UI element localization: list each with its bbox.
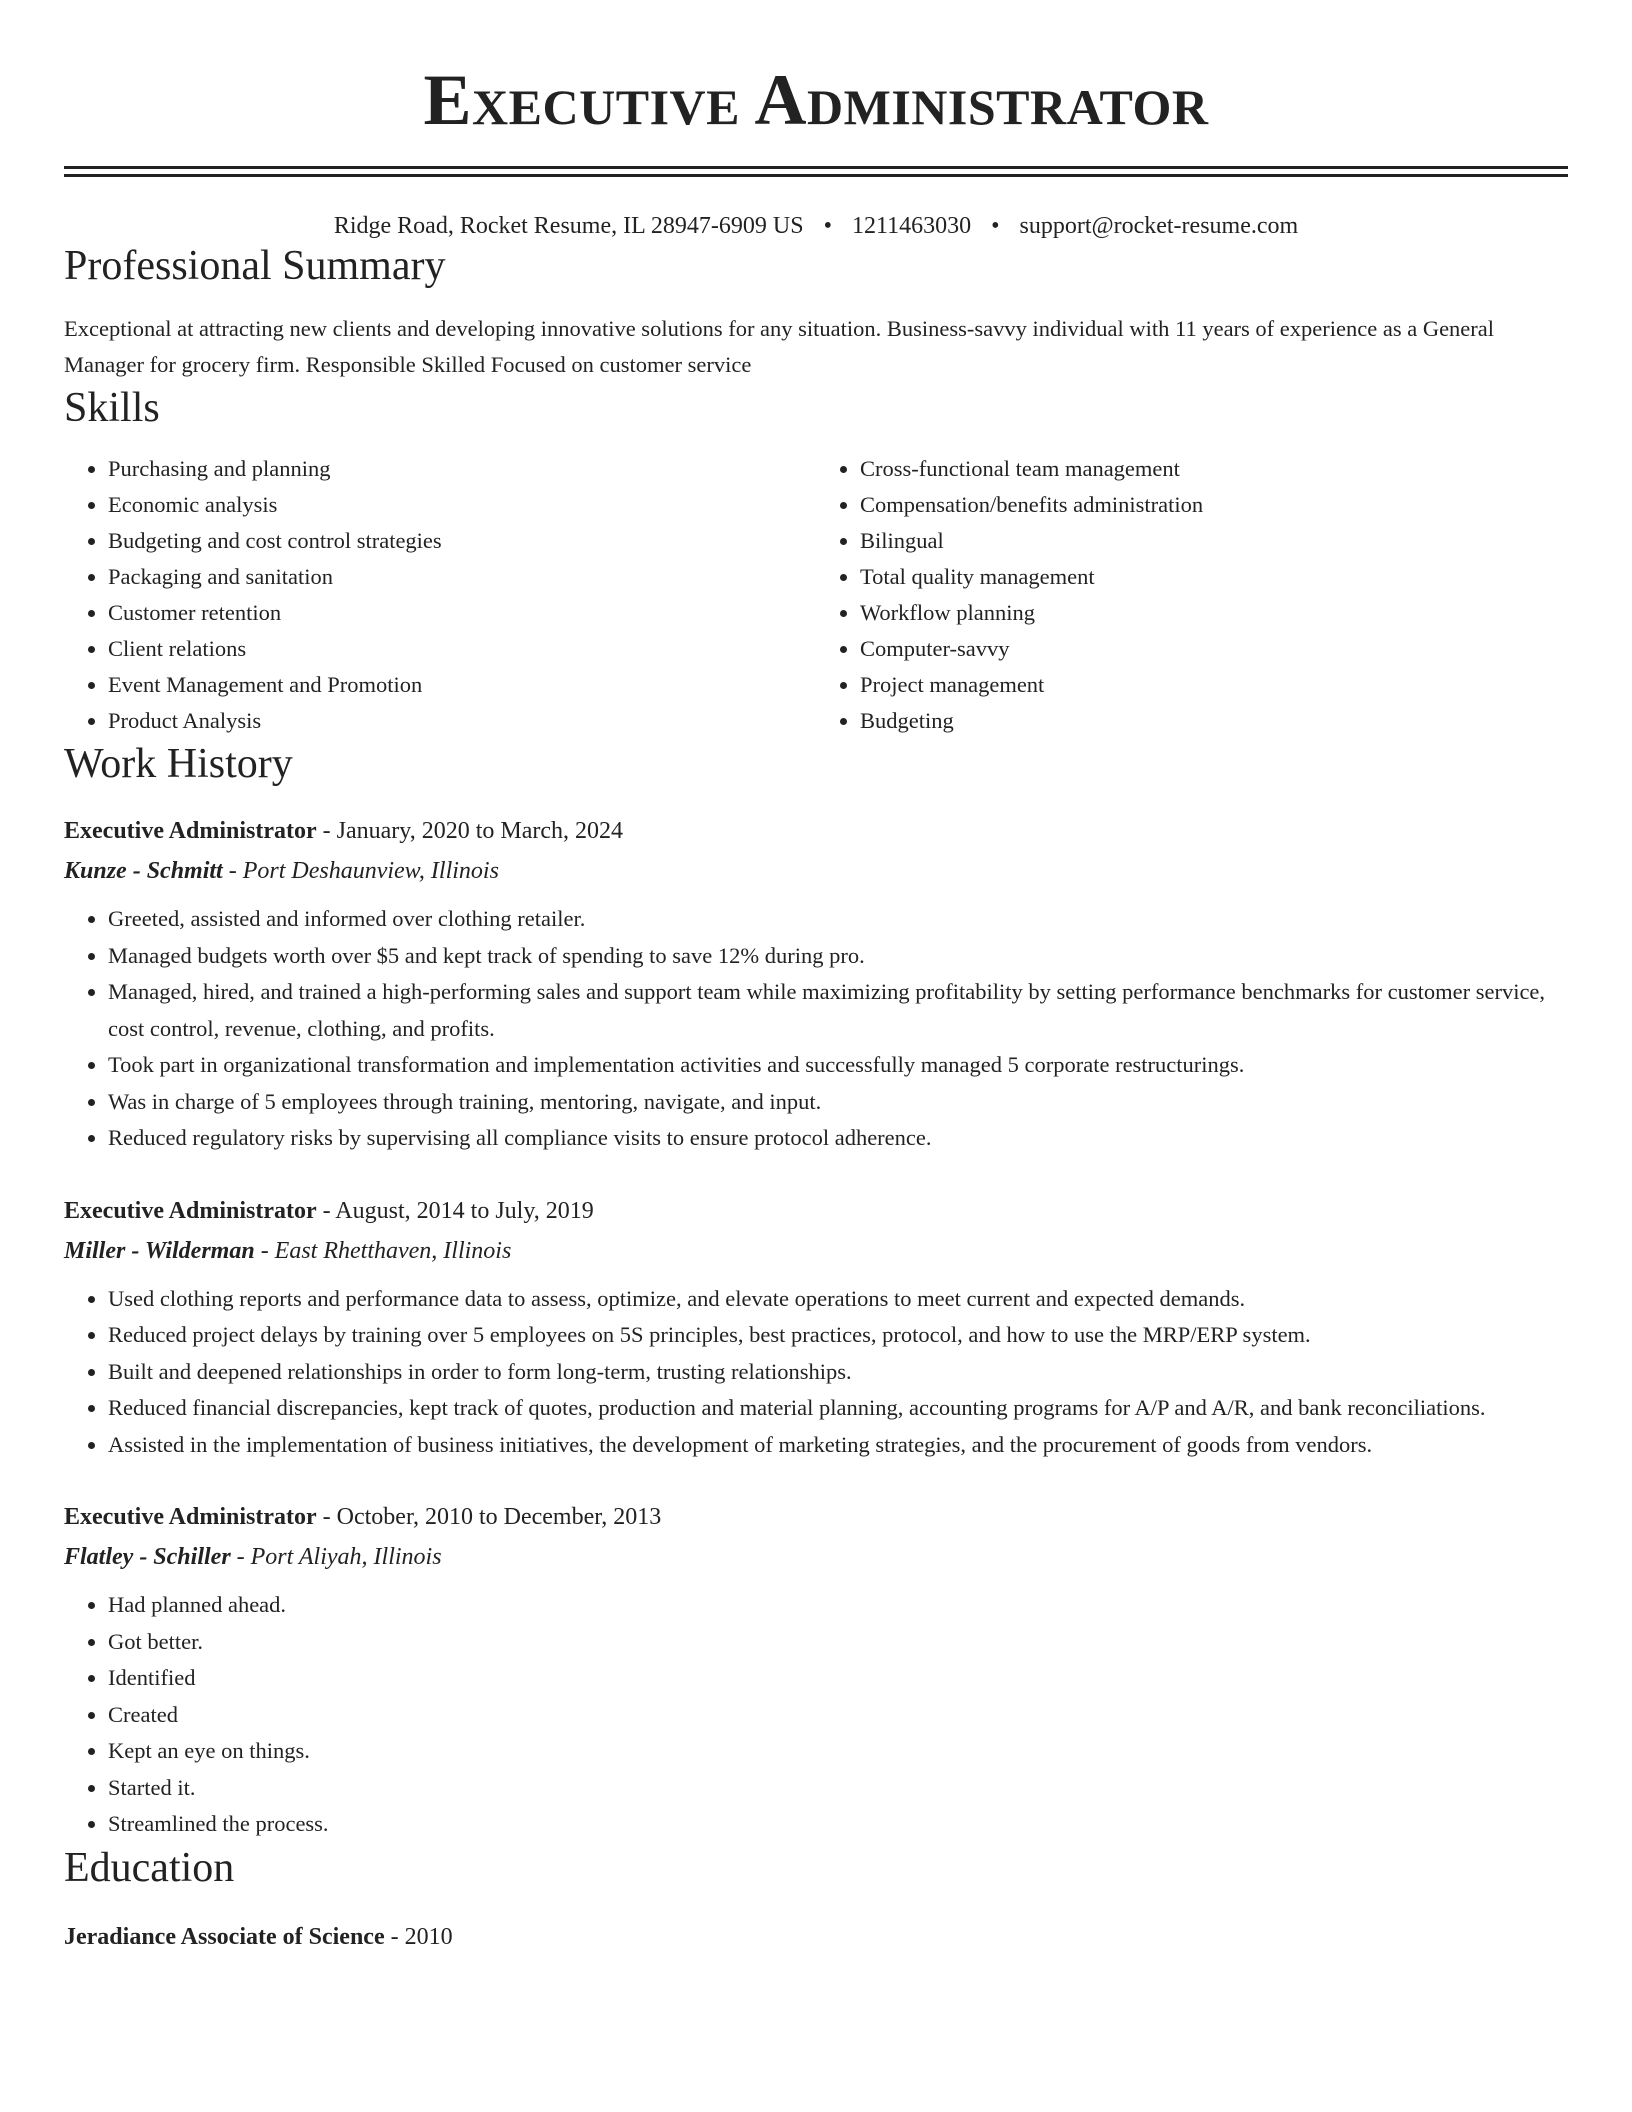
resume-name: Executive Administrator xyxy=(423,60,1209,140)
job-bullet: • Reduced financial discrepancies, kept track of quotes, production and material planning, accounting programs for A/P and A/R, and bank reconciliations. xyxy=(108,1390,1568,1427)
job-bullet: • Got better. xyxy=(108,1624,1568,1661)
job-company-line xyxy=(64,1537,1568,1577)
skill-item: • Packaging and sanitation xyxy=(108,559,816,595)
job-bullet: • Streamlined the process. xyxy=(108,1806,1568,1843)
job-entry xyxy=(64,1191,1568,1464)
skill-item: • Economic analysis xyxy=(108,487,816,523)
job-bullet: • Took part in organizational transformation and implementation activities and successfully managed 5 corporate restructurings. xyxy=(108,1047,1568,1084)
job-company: Miller - Wilderman xyxy=(64,1237,255,1264)
job-bullet: • Kept an eye on things. xyxy=(108,1733,1568,1770)
job-title-line xyxy=(64,1497,1568,1537)
job-dates: - October, 2010 to December, 2013 xyxy=(316,1504,662,1530)
work-history-heading: Work History xyxy=(64,741,293,787)
education-heading: Education xyxy=(64,1844,235,1891)
job-location: - Port Deshaunview, Illinois xyxy=(222,858,499,884)
job-bullet: • Greeted, assisted and informed over clothing retailer. xyxy=(108,901,1568,938)
summary-heading: Professional Summary xyxy=(64,243,446,289)
skill-item: • Project management xyxy=(860,667,1568,703)
skill-item: • Product Analysis xyxy=(108,703,816,739)
skill-item: • Purchasing and planning xyxy=(108,451,816,487)
skill-item: • Event Management and Promotion xyxy=(108,667,816,703)
job-company: Kunze - Schmitt xyxy=(64,858,223,884)
job-bullet: • Managed budgets worth over $5 and kept track of spending to save 12% during pro. xyxy=(108,938,1568,975)
skill-item: • Cross-functional team management xyxy=(860,451,1568,487)
skill-item: • Customer retention xyxy=(108,595,816,631)
job-bullet: • Reduced project delays by training over 5 employees on 5S principles, best practices, protocol, and how to use the MRP/ERP system. xyxy=(108,1317,1568,1354)
job-bullet: • Identified xyxy=(108,1660,1568,1697)
job-company: Flatley - Schiller xyxy=(64,1544,231,1570)
skill-item: • Computer-savvy xyxy=(860,631,1568,667)
education-entry xyxy=(64,1917,1568,1957)
skill-item: • Bilingual xyxy=(860,523,1568,559)
skill-item: • Total quality management xyxy=(860,559,1568,595)
job-bullet: • Started it. xyxy=(108,1770,1568,1807)
job-bullet: • Had planned ahead. xyxy=(108,1587,1568,1624)
contact-line xyxy=(64,211,1568,241)
job-dates: - January, 2020 to March, 2024 xyxy=(316,818,624,844)
job-bullets xyxy=(64,1281,1568,1464)
job-bullet: • Used clothing reports and performance data to assess, optimize, and elevate operations to meet current and expected demands. xyxy=(108,1281,1568,1318)
job-bullets xyxy=(64,901,1568,1157)
contact-separator: • xyxy=(991,213,1000,239)
skill-item: • Budgeting and cost control strategies xyxy=(108,523,816,559)
job-bullet: • Built and deepened relationships in order to form long-term, trusting relationships. xyxy=(108,1354,1568,1391)
education-year: - 2010 xyxy=(384,1923,453,1950)
job-location: - Port Aliyah, Illinois xyxy=(230,1544,442,1570)
job-bullet: • Managed, hired, and trained a high-performing sales and support team while maximizing profitability by setting performance benchmarks for customer service, cost control, revenue, clothing, and profits. xyxy=(108,974,1568,1047)
skill-item: • Client relations xyxy=(108,631,816,667)
job-bullet: • Created xyxy=(108,1697,1568,1734)
job-company-line xyxy=(64,1231,1568,1271)
summary-text: Exceptional at attracting new clients and developing innovative solutions for any situation. Business-savvy individual with 11 years of experience as a General Manager for grocery firm. Responsible Skilled Focused on customer service xyxy=(64,316,1495,377)
contact-separator: • xyxy=(823,213,832,239)
job-title: Executive Administrator xyxy=(64,1504,317,1530)
job-bullet: • Reduced regulatory risks by supervising all compliance visits to ensure protocol adherence. xyxy=(108,1120,1568,1157)
job-bullets xyxy=(64,1587,1568,1843)
job-title-line xyxy=(64,811,1568,851)
skill-item: • Budgeting xyxy=(860,703,1568,739)
job-company-line xyxy=(64,851,1568,891)
header-divider xyxy=(64,166,1568,177)
job-location: - East Rhetthaven, Illinois xyxy=(254,1237,512,1264)
skill-item: • Workflow planning xyxy=(860,595,1568,631)
skills-column-left xyxy=(64,451,816,739)
job-bullet: • Was in charge of 5 employees through training, mentoring, navigate, and input. xyxy=(108,1084,1568,1121)
job-title: Executive Administrator xyxy=(64,1197,317,1224)
job-bullet: • Assisted in the implementation of business initiatives, the development of marketing strategies, and the procurement of goods from vendors. xyxy=(108,1427,1568,1464)
job-dates: - August, 2014 to July, 2019 xyxy=(316,1197,594,1224)
skill-item: • Compensation/benefits administration xyxy=(860,487,1568,523)
job-title: Executive Administrator xyxy=(64,818,317,844)
job-title-line xyxy=(64,1191,1568,1231)
skills-heading: Skills xyxy=(64,385,160,431)
skills-grid xyxy=(64,451,1568,739)
job-entry xyxy=(64,1497,1568,1843)
contact-phone: 1211463030 xyxy=(851,213,972,239)
job-entry xyxy=(64,811,1568,1157)
skills-column-right xyxy=(816,451,1568,739)
education-degree: Jeradiance Associate of Science xyxy=(64,1923,385,1950)
contact-email: support@rocket-resume.com xyxy=(1019,213,1299,239)
contact-address: Ridge Road, Rocket Resume, IL 28947-6909 US xyxy=(333,213,804,239)
